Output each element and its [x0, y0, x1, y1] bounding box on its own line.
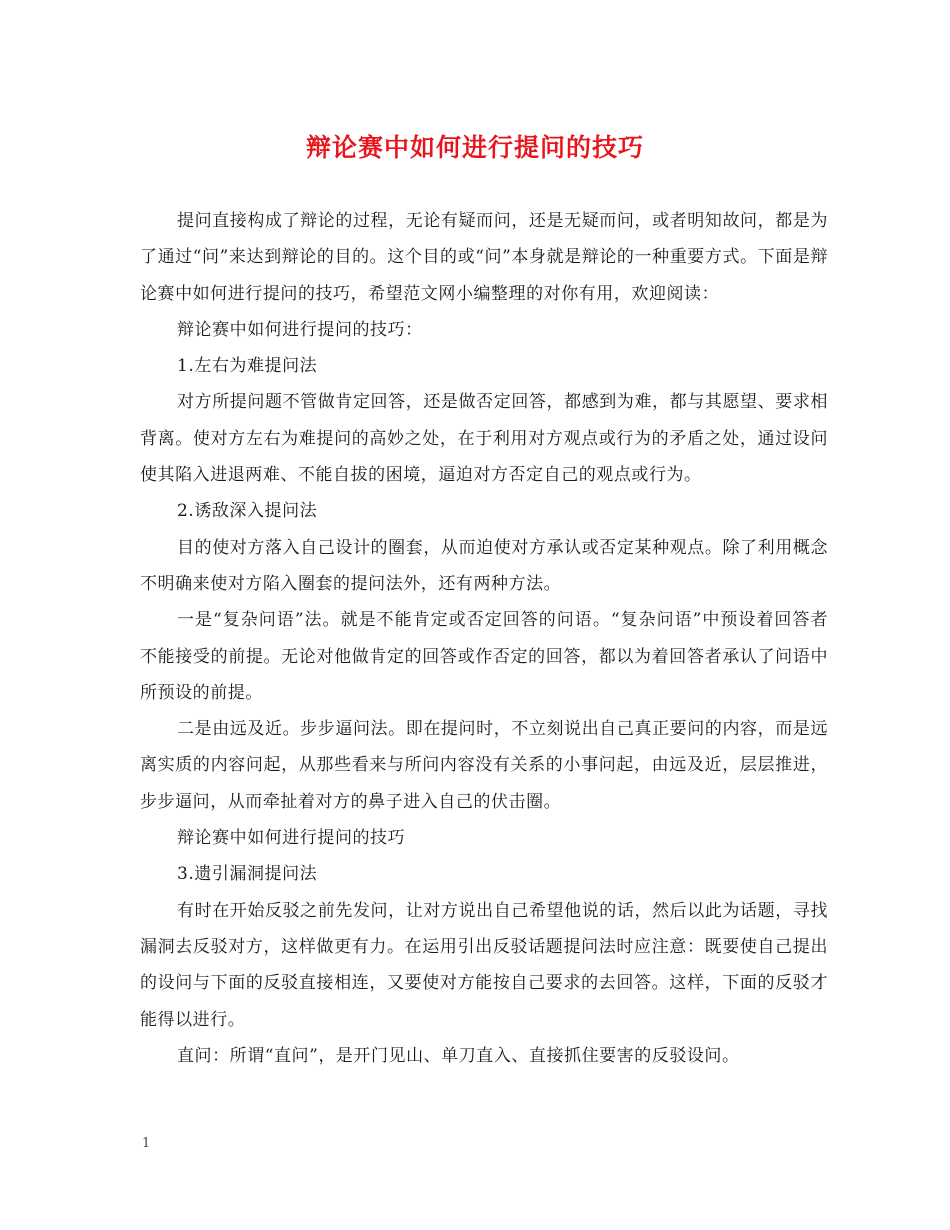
paragraph-method-3-body: 有时在开始反驳之前先发问，让对方说出自己希望他说的话，然后以此为话题，寻找漏洞去反驳对方，这样做更有力。在运用引出反驳话题提问法时应注意：既要使自己提出的设问与下面的反驳直接相连，又要使对方能按自己要求的去回答。这样，下面的反驳才能得以进行。 — [140, 900, 828, 1030]
page-number: 1 — [142, 1136, 151, 1151]
document-body — [140, 203, 828, 1074]
paragraph-method-2-heading: 2.诱敌深入提问法 — [177, 501, 318, 522]
paragraph-section-heading: 辩论赛中如何进行提问的技巧： — [177, 319, 423, 340]
paragraph-method-1-heading: 1.左右为难提问法 — [177, 356, 318, 377]
paragraph-direct-question: 直问：所谓“直问”，是开门见山、单刀直入、直接抓住要害的反驳设问。 — [177, 1045, 740, 1066]
paragraph-method-3-heading: 3.遗引漏洞提问法 — [177, 864, 318, 885]
paragraph-step-by-step: 二是由远及近。步步逼问法。即在提问时，不立刻说出自己真正要问的内容，而是远离实质的内容问起，从那些看来与所问内容没有关系的小事问起，由远及近，层层推进，步步逼问，从而牵扯着对方的鼻子进入自己的伏击圈。 — [140, 719, 828, 812]
paragraph-method-2-body: 目的使对方落入自己设计的圈套，从而迫使对方承认或否定某种观点。除了利用概念不明确来使对方陷入圈套的提问法外，还有两种方法。 — [140, 537, 828, 594]
paragraph-intro: 提问直接构成了辩论的过程，无论有疑而问，还是无疑而问，或者明知故问，都是为了通过“问”来达到辩论的目的。这个目的或“问”本身就是辩论的一种重要方式。下面是辩论赛中如何进行提问的技巧，希望范文网小编整理的对你有用，欢迎阅读： — [140, 211, 828, 304]
document-title: 辩论赛中如何进行提问的技巧 — [305, 133, 644, 162]
paragraph-method-1-body: 对方所提问题不管做肯定回答，还是做否定回答，都感到为难，都与其愿望、要求相背离。使对方左右为难提问的高妙之处，在于利用对方观点或行为的矛盾之处，通过设问使其陷入进退两难、不能自拔的困境，逼迫对方否定自己的观点或行为。 — [140, 392, 828, 486]
paragraph-repeat-heading: 辩论赛中如何进行提问的技巧 — [177, 828, 406, 849]
paragraph-complex-question: 一是“复杂问语”法。就是不能肯定或否定回答的问语。“复杂问语”中预设着回答者不能接受的前提。无论对他做肯定的回答或作否定的回答，都以为着回答者承认了问语中所预设的前提。 — [140, 610, 828, 703]
